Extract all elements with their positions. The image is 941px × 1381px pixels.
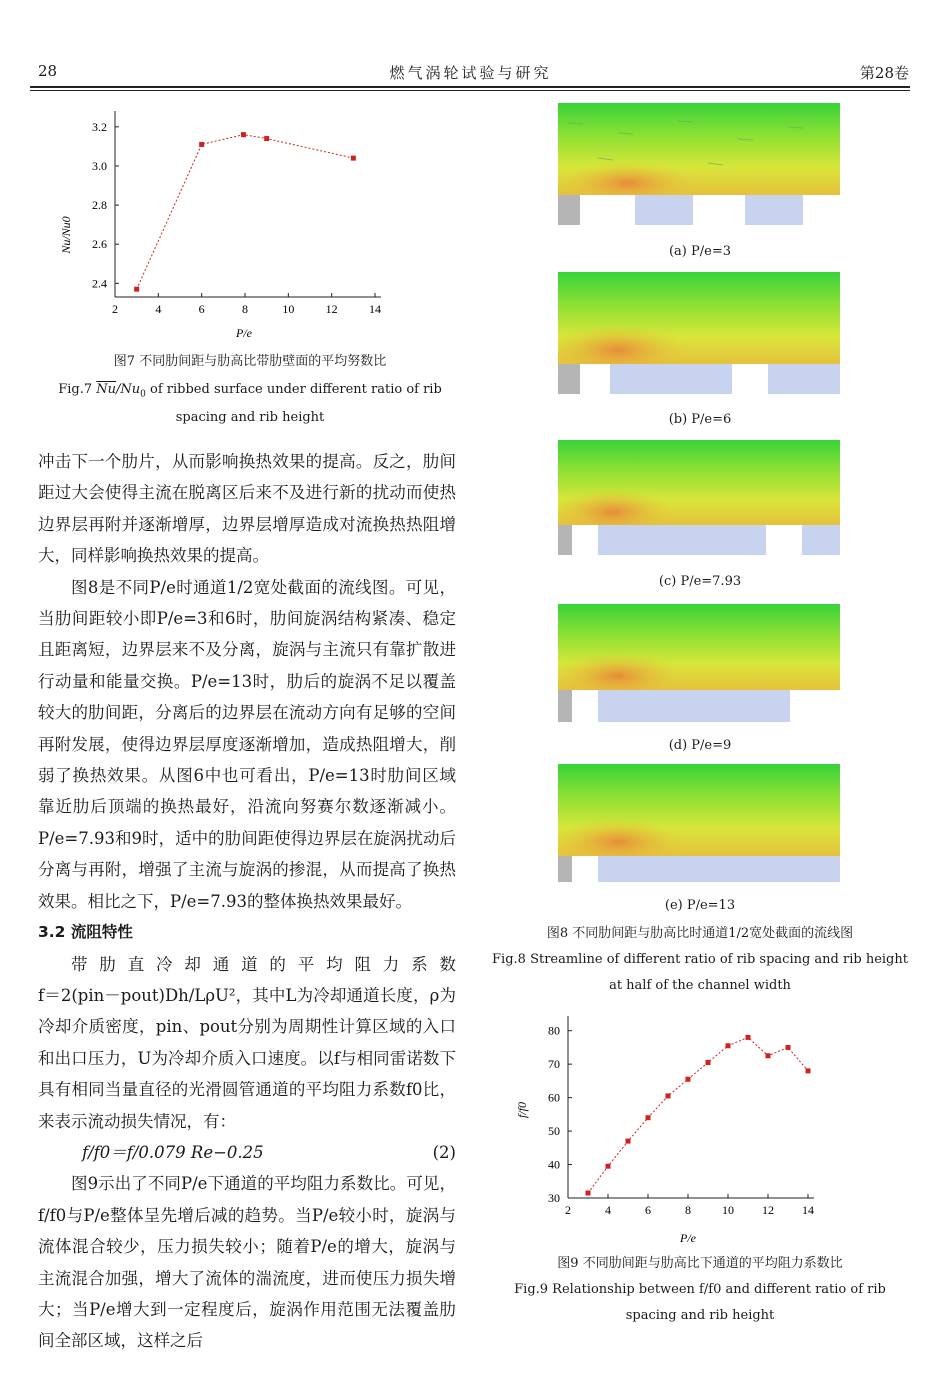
fig7-x-tick-label: 10	[282, 302, 295, 316]
fig9-data-point	[586, 1190, 591, 1195]
fig7-series-line	[137, 135, 354, 290]
fig8-label-a: (a) P/e=3	[668, 244, 731, 259]
fig7-data-point	[351, 156, 356, 161]
streamline-image-b	[558, 272, 840, 394]
fig7-x-tick-label: 8	[242, 302, 248, 316]
fig9-axes	[548, 1016, 814, 1217]
fig9-marks	[586, 1035, 811, 1196]
page-number: 28	[38, 62, 58, 80]
fig9-ylabel: f/f0	[515, 1101, 529, 1119]
fig7-data-point	[134, 287, 139, 292]
fig7-y-tick-label: 2.6	[92, 237, 107, 252]
fig8-caption-en-2: at half of the channel width	[609, 978, 791, 993]
paragraph-3a: 带 肋 直 冷 却 通 道 的 平 均 阻 力 系 数	[71, 954, 456, 974]
fig9-data-point	[806, 1068, 811, 1073]
equation-2	[38, 1137, 456, 1168]
streamline-image-d	[558, 604, 840, 722]
equation-text: f/f0＝f/0.079 Re−0.25	[82, 1142, 264, 1162]
fig8-panel-e	[558, 764, 840, 882]
fig7-xlabel: P/e	[236, 326, 252, 340]
fig8-caption-en-1: Fig.8 Streamline of different ratio of rib spacing and rib height	[492, 952, 908, 967]
fig9-x-tick-label: 8	[685, 1203, 691, 1217]
fig9-data-point	[706, 1060, 711, 1065]
paragraph-3b: f＝2(pin－pout)Dh/LρU²，其中L为冷却通道长度，ρ为冷却介质密度，pin、pout分别为周期性计算区域的入口和出口压力，U为冷却介质入口速度。以f与相同雷诺数下具有相同当量直径的光滑圆管通道的平均阻力系数f0比，来表示流动损失情况，有：	[38, 985, 456, 1131]
fig7-cap-a: Fig.7	[58, 382, 97, 397]
fig8-caption-cn: 图8 不同肋间距与肋高比时通道1/2宽处截面的流线图	[546, 926, 854, 941]
paragraph-2: 图8是不同P/e时通道1/2宽处截面的流线图。可见，当肋间距较小即P/e=3和6时，肋间旋涡结构紧凑、稳定且距离短，边界层来不及分离，旋涡与主流只有靠扩散进行动量和能量交换。P/e=13时，肋后的旋涡不足以覆盖较大的肋间距，分离后的边界层在流动方向有足够的空间再附发展，使得边界层厚度逐渐增加，造成热阻增大，削弱了换热效果。从图6中也可看出，P/e=13时肋间区域靠近肋后顶端的换热最好，沿流向努赛尔数逐渐减小。P/e=7.93和9时，适中的肋间距使得边界层在旋涡扰动后分离与再附，增强了主流与旋涡的掺混，从而提高了换热效果。相比之下，P/e=7.93的整体换热效果最好。	[38, 577, 456, 911]
fig7-cap-e: of ribbed surface under different ratio of rib	[145, 382, 442, 397]
journal-title: 燃气涡轮试验与研究	[389, 64, 552, 82]
fig7-marks	[134, 132, 356, 292]
fig8-label-b: (b) P/e=6	[668, 412, 732, 427]
volume-label: 第28卷	[859, 64, 909, 82]
fig7-caption-en-2: spacing and rib height	[175, 410, 325, 425]
fig9-x-tick-label: 4	[605, 1203, 611, 1217]
fig7-x-tick-label: 4	[155, 302, 162, 316]
fig8-panel-d	[558, 604, 840, 722]
fig7-y-tick-label: 2.4	[92, 276, 107, 291]
fig7-cap-c: /Nu	[116, 382, 141, 397]
fig7-x-tick-label: 12	[325, 302, 338, 316]
fig9-y-tick-label: 30	[548, 1191, 560, 1205]
fig9-x-tick-label: 10	[722, 1203, 734, 1217]
fig9-caption-cn: 图9 不同肋间距与肋高比下通道的平均阻力系数比	[557, 1256, 843, 1271]
fig7-y-tick-label: 3.0	[92, 158, 107, 173]
fig7-x-tick-label: 2	[112, 302, 118, 316]
fig8-label-e: (e) P/e=13	[664, 898, 736, 913]
section-heading-3-2: 3.2 流阻特性	[38, 923, 133, 942]
fig7-data-point	[264, 136, 269, 141]
fig9-y-tick-label: 50	[548, 1124, 560, 1139]
fig7-data-point	[241, 132, 246, 137]
fig7-cap-d: 0	[140, 389, 146, 400]
fig9-data-point	[666, 1093, 671, 1098]
fig9-x-tick-label: 2	[565, 1203, 571, 1217]
fig8-panel-a	[558, 103, 840, 225]
streamline-image-a	[558, 103, 840, 225]
streamline-image-e	[558, 764, 840, 882]
fig8-panel-c	[558, 440, 840, 555]
fig8-panel-b	[558, 272, 840, 394]
fig7-chart	[40, 105, 460, 345]
fig7-x-tick-label: 14	[369, 302, 381, 316]
fig9-data-point	[646, 1115, 651, 1120]
fig9-xlabel: P/e	[680, 1231, 696, 1245]
fig9-chart	[498, 1010, 918, 1250]
fig9-data-point	[726, 1043, 731, 1048]
fig9-x-tick-label: 14	[802, 1203, 814, 1217]
fig9-series-line	[588, 1037, 808, 1193]
fig9-data-point	[626, 1139, 631, 1144]
fig7-y-tick-label: 3.2	[92, 119, 107, 134]
equation-number: (2)	[432, 1142, 456, 1162]
fig8-label-d: (d) P/e=9	[668, 738, 732, 753]
fig9-data-point	[686, 1077, 691, 1082]
fig7-cap-b: $\overline{Nu}$	[96, 382, 116, 397]
streamline-image-c	[558, 440, 840, 555]
fig9-x-tick-label: 6	[645, 1203, 651, 1217]
fig7-ylabel-text: Nu/Nu0	[59, 216, 73, 254]
fig9-y-tick-label: 80	[548, 1023, 560, 1038]
fig7-axes	[92, 111, 381, 316]
fig9-x-tick-label: 12	[762, 1203, 774, 1217]
paragraph-1: 冲击下一个肋片，从而影响换热效果的提高。反之，肋间距过大会使得主流在脱离区后来不及进行新的扰动而使热边界层再附并逐渐增厚，边界层增厚造成对流换热热阻增大，同样影响换热效果的提高。	[38, 452, 456, 566]
fig9-y-tick-label: 70	[548, 1057, 560, 1072]
fig7-y-tick-label: 2.8	[92, 198, 107, 213]
fig9-caption-en-2: spacing and rib height	[625, 1308, 775, 1323]
header-rule	[30, 86, 910, 88]
body-text-block-1	[38, 446, 456, 1357]
fig9-y-tick-label: 60	[548, 1090, 560, 1105]
fig9-data-point	[746, 1035, 751, 1040]
fig7-x-tick-label: 6	[198, 302, 205, 316]
fig7-data-point	[199, 142, 204, 147]
fig9-data-point	[606, 1164, 611, 1169]
fig9-y-tick-label: 40	[548, 1157, 560, 1172]
paragraph-4: 图9示出了不同P/e下通道的平均阻力系数比。可见，f/f0与P/e整体呈先增后减的趋势。当P/e较小时，旋涡与流体混合较少，压力损失较小；随着P/e的增大，旋涡与主流混合加强，增大了流体的湍流度，进而使压力损失增大；当P/e增大到一定程度后，旋涡作用范围无法覆盖肋间全部区域，这样之后	[38, 1174, 456, 1351]
fig9-data-point	[766, 1053, 771, 1058]
fig7-ylabel	[59, 216, 73, 254]
fig9-caption-en-1: Fig.9 Relationship between f/f0 and different ratio of rib	[514, 1282, 886, 1297]
fig7-caption-cn: 图7 不同肋间距与肋高比带肋壁面的平均努数比	[113, 354, 387, 369]
header-rule-thin	[30, 90, 910, 91]
fig8-label-c: (c) P/e=7.93	[658, 574, 742, 589]
fig9-data-point	[786, 1045, 791, 1050]
